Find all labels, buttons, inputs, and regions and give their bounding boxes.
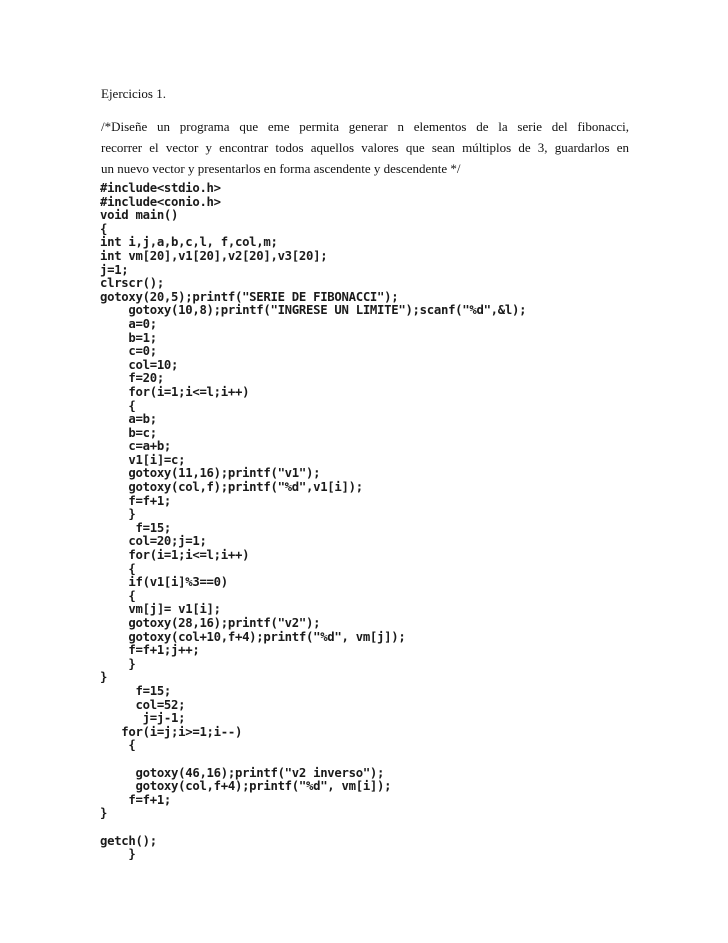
code-line: int vm[20],v1[20],v2[20],v3[20];: [100, 248, 328, 263]
description-line: recorrer el vector y encontrar todos aquellos valores que sean múltiplos de 3, guardarlos en: [101, 140, 629, 155]
code-line: b=1;: [100, 330, 157, 345]
code-line: for(i=j;i>=1;i--): [100, 724, 243, 739]
code-line: f=f+1;: [100, 792, 172, 807]
code-line: c=a+b;: [100, 439, 172, 454]
code-line: j=1;: [100, 262, 129, 277]
code-line: int i,j,a,b,c,l, f,col,m;: [100, 235, 278, 250]
exercise-heading: Ejercicios 1.: [101, 86, 166, 101]
code-line: clrscr();: [100, 276, 164, 291]
code-line: f=15;: [100, 520, 172, 535]
description-line: un nuevo vector y presentarlos en forma ascendente y descendente */: [101, 161, 461, 176]
exercise-description: [101, 116, 629, 179]
code-line: [100, 753, 526, 767]
code-line: for(i=1;i<=l;i++): [100, 548, 250, 563]
code-line: gotoxy(46,16);printf("v2 inverso");: [100, 765, 385, 780]
code-line: f=f+1;j++;: [100, 643, 200, 658]
code-line: #include<conio.h>: [100, 194, 221, 209]
code-line: c=0;: [100, 344, 157, 359]
code-line: for(i=1;i<=l;i++): [100, 384, 250, 399]
code-line: }: [100, 847, 136, 862]
code-line: {: [100, 588, 136, 603]
code-line: col=10;: [100, 357, 179, 372]
code-line: {: [100, 561, 136, 576]
description-line: /*Diseñe un programa que eme permita generar n elementos de la serie del fibonacci,: [101, 119, 629, 134]
code-line: gotoxy(col,f+4);printf("%d", vm[i]);: [100, 779, 392, 794]
code-line: f=15;: [100, 683, 172, 698]
code-line: f=f+1;: [100, 493, 172, 508]
code-line: gotoxy(10,8);printf("INGRESE UN LIMITE");scanf("%d",&l);: [100, 303, 527, 318]
code-line: j=j-1;: [100, 711, 186, 726]
code-line: col=20;j=1;: [100, 534, 207, 549]
code-line: col=52;: [100, 697, 186, 712]
code-line: a=0;: [100, 316, 157, 331]
code-line: {: [100, 738, 136, 753]
source-code-screenshot: [98, 178, 568, 862]
code-line: gotoxy(20,5);printf("SERIE DE FIBONACCI");: [100, 289, 399, 304]
code-line: a=b;: [100, 412, 157, 427]
code-line: gotoxy(11,16);printf("v1");: [100, 466, 321, 481]
code-line: {: [100, 221, 108, 236]
code-line: void main(): [100, 208, 179, 223]
code-line: if(v1[i]%3==0): [100, 575, 228, 590]
code-line: {: [100, 398, 136, 413]
code-line: gotoxy(col,f);printf("%d",v1[i]);: [100, 480, 363, 495]
code-line: }: [100, 507, 136, 522]
source-code-listing: [100, 182, 526, 862]
code-line: gotoxy(col+10,f+4);printf("%d", vm[j]);: [100, 629, 406, 644]
code-line: }: [100, 670, 108, 685]
code-line: v1[i]=c;: [100, 452, 186, 467]
code-line: [100, 821, 526, 835]
code-line: f=20;: [100, 371, 164, 386]
code-line: gotoxy(28,16);printf("v2");: [100, 616, 321, 630]
code-line: #include<stdio.h>: [100, 181, 221, 195]
code-line: }: [100, 806, 108, 821]
code-line: getch();: [100, 833, 157, 848]
code-line: b=c;: [100, 425, 157, 440]
code-line: vm[j]= v1[i];: [100, 602, 221, 617]
code-line: }: [100, 656, 136, 671]
